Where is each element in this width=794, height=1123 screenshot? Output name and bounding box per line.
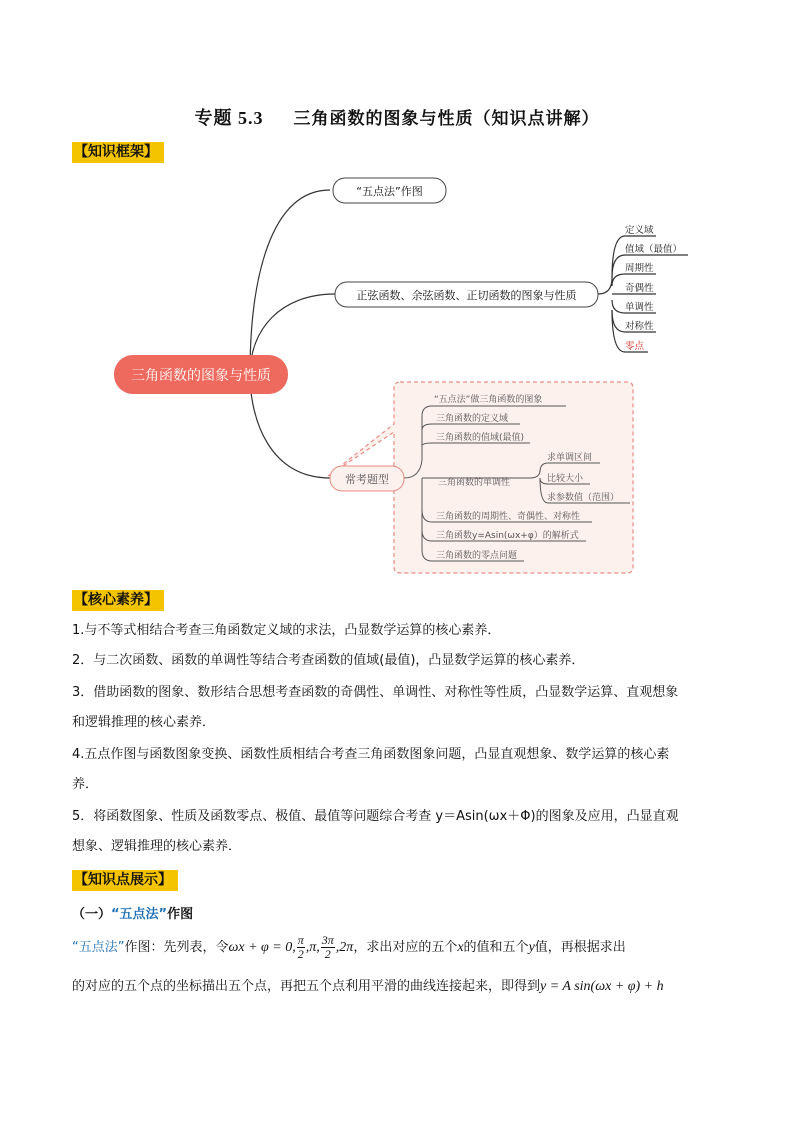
paragraph-five-point-1	[72, 931, 722, 965]
core-item-3: 3．借助函数的图象、数形结合思想考查函数的奇偶性、单调性、对称性等性质，凸显数学运算、直观想象	[72, 685, 679, 700]
core-item-4: 4.五点作图与函数图象变换、函数性质相结合考查三角函数图象问题，凸显直观想象、数学运算的核心素	[72, 747, 670, 762]
leaf-domain: 定义域	[625, 225, 654, 236]
branch-five-point-label: “五点法”作图	[356, 185, 423, 198]
core-item-3-cont: 和逻辑推理的核心素养．	[72, 715, 216, 730]
core-item-4-cont: 养．	[72, 777, 99, 792]
qtype-sub-interval: 求单调区间	[547, 453, 593, 463]
frac-num-3pi: 3π	[321, 933, 334, 947]
frac-pi-over-2	[297, 934, 305, 961]
qtype-range: 三角函数的值域(最值)	[436, 433, 525, 443]
leaf-range: 值域（最值）	[625, 244, 683, 255]
core-item-1: 1.与不等式相结合考查三角函数定义域的求法，凸显数学运算的核心素养．	[72, 623, 501, 638]
p1-pi: ,π,	[305, 940, 320, 955]
qtype-sub-param: 求参数值（范围）	[547, 493, 620, 503]
leaf-zero: 零点	[625, 341, 645, 352]
paragraph-five-point-2	[72, 973, 722, 1001]
branch-properties-label: 正弦函数、余弦函数、正切函数的图象与性质	[356, 289, 577, 302]
title-number: 专题 5.3	[194, 108, 264, 128]
subtitle-five-point	[72, 903, 193, 922]
core-item-5-cont: 想象、逻辑推理的核心素养．	[72, 839, 242, 854]
frac-num-pi: π	[297, 933, 304, 947]
root-label: 三角函数的图象与性质	[131, 368, 271, 384]
leaf-symmetry: 对称性	[625, 321, 654, 332]
core-item-5: 5．将函数图象、性质及函数零点、极值、最值等问题综合考查 y＝Asin(ωx＋Φ)的图象及应用，凸显直观	[72, 809, 679, 824]
section-core: 【核心素养】	[72, 590, 164, 611]
branch-question-types-label: 常考题型	[345, 473, 389, 486]
section-framework: 【知识框架】	[72, 142, 164, 163]
qtype-formula: 三角函数y=Asin(ωx+φ）的解析式	[436, 531, 579, 541]
qtype-zero: 三角函数的零点问题	[436, 551, 518, 561]
frac-den-2b: 2	[324, 947, 331, 961]
leaf-period: 周期性	[625, 263, 654, 274]
p1-text-c: 的值和五个	[463, 940, 529, 955]
p2-text: 的对应的五个点的坐标描出五个点，再把五个点利用平滑的曲线连接起来，即得到	[72, 979, 541, 994]
frac-3pi-over-2	[321, 934, 335, 961]
p1-text-b: ，求出对应的五个	[353, 940, 458, 955]
p1-text-d: 值，再根据求出	[534, 940, 626, 955]
p2-equation: y = A sin(ωx + φ) + h	[540, 979, 664, 994]
core-item-2: 2．与二次函数、函数的单调性等结合考查函数的值域(最值)，凸显数学运算的核心素养．	[72, 653, 585, 668]
qtype-five-point: “五点法”做三角函数的图象	[434, 395, 543, 405]
frac-den-2: 2	[297, 947, 304, 961]
p1-quoted: “五点法”	[72, 940, 125, 955]
p1-y: y	[528, 940, 535, 955]
qtype-monotonic: 三角函数的单调性	[438, 478, 511, 488]
p1-2pi: ,2π	[335, 940, 354, 955]
p1-text-a: 作图：先列表，令	[124, 940, 229, 955]
subtitle-suffix: 作图	[167, 907, 194, 922]
qtype-sub-compare: 比较大小	[547, 474, 584, 484]
subtitle-prefix: （一）	[72, 907, 112, 922]
leaf-parity: 奇偶性	[625, 283, 654, 294]
p1-equation: ωx + φ = 0,	[228, 940, 296, 955]
subtitle-quoted: “五点法”	[111, 907, 168, 922]
qtype-period-parity: 三角函数的周期性、奇偶性、对称性	[436, 512, 581, 522]
qtype-domain: 三角函数的定义域	[436, 414, 509, 424]
leaf-monotonic: 单调性	[625, 302, 654, 313]
section-display: 【知识点展示】	[72, 870, 178, 891]
p1-x: x	[457, 940, 464, 955]
title-text: 三角函数的图象与性质（知识点讲解）	[293, 109, 600, 129]
